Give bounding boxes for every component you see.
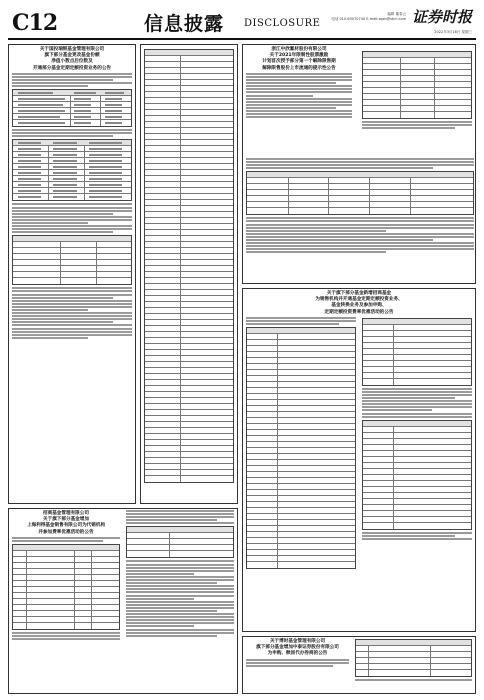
article-title: 关于博时基金管理有限公司 旗下部分基金增加中泰证券股份有限公司 为申购、赎回代办券商的公告	[256, 639, 339, 657]
article-block-1	[8, 44, 136, 504]
article-title: 关于旗下部分基金新增招商基金 为销售机构并开通基金定期定额投资业务、 基金转换业务及参加申购、 定期定额投资费率优惠活动的公告	[315, 291, 403, 315]
article-title: 招商基金管理有限公司 关于旗下部分基金增加 上海利得基金销售有限公司为代销机构 并参加费率优惠活动的公告	[26, 511, 106, 535]
article-title: 浙江中欣氟材股份有限公司 关于2021年限制性股票激励 计划首次授予部分第一个解除限售期 解除限售股份上市流通的提示性公告	[262, 47, 336, 71]
article-block-3	[242, 288, 476, 632]
article-table	[12, 89, 132, 127]
masthead	[8, 6, 476, 40]
editor-info	[286, 12, 406, 22]
article-block-2	[242, 44, 476, 284]
article-title: 关于国投瑞银基金管理有限公司 旗下部分基金更改基金份额 净值小数点后位数及 开通部分基金定期定额投资业务的公告	[32, 47, 112, 71]
contact-line: 电话 010-63070740 E-mail:zqsb@stcn.com	[331, 17, 406, 21]
section-title-en: DISCLOSURE	[244, 18, 321, 29]
article-block-5	[242, 636, 476, 694]
article-block-1-continued	[140, 44, 238, 504]
article-block-4	[8, 508, 238, 694]
issue-date: 2022年3月16日 星期三	[434, 30, 472, 34]
editor-line: 编辑 董春云	[387, 12, 406, 16]
section-title-cn: 信息披露	[144, 13, 225, 35]
newspaper-logo: 证券时报	[411, 8, 472, 26]
page-number: C12	[12, 10, 58, 36]
